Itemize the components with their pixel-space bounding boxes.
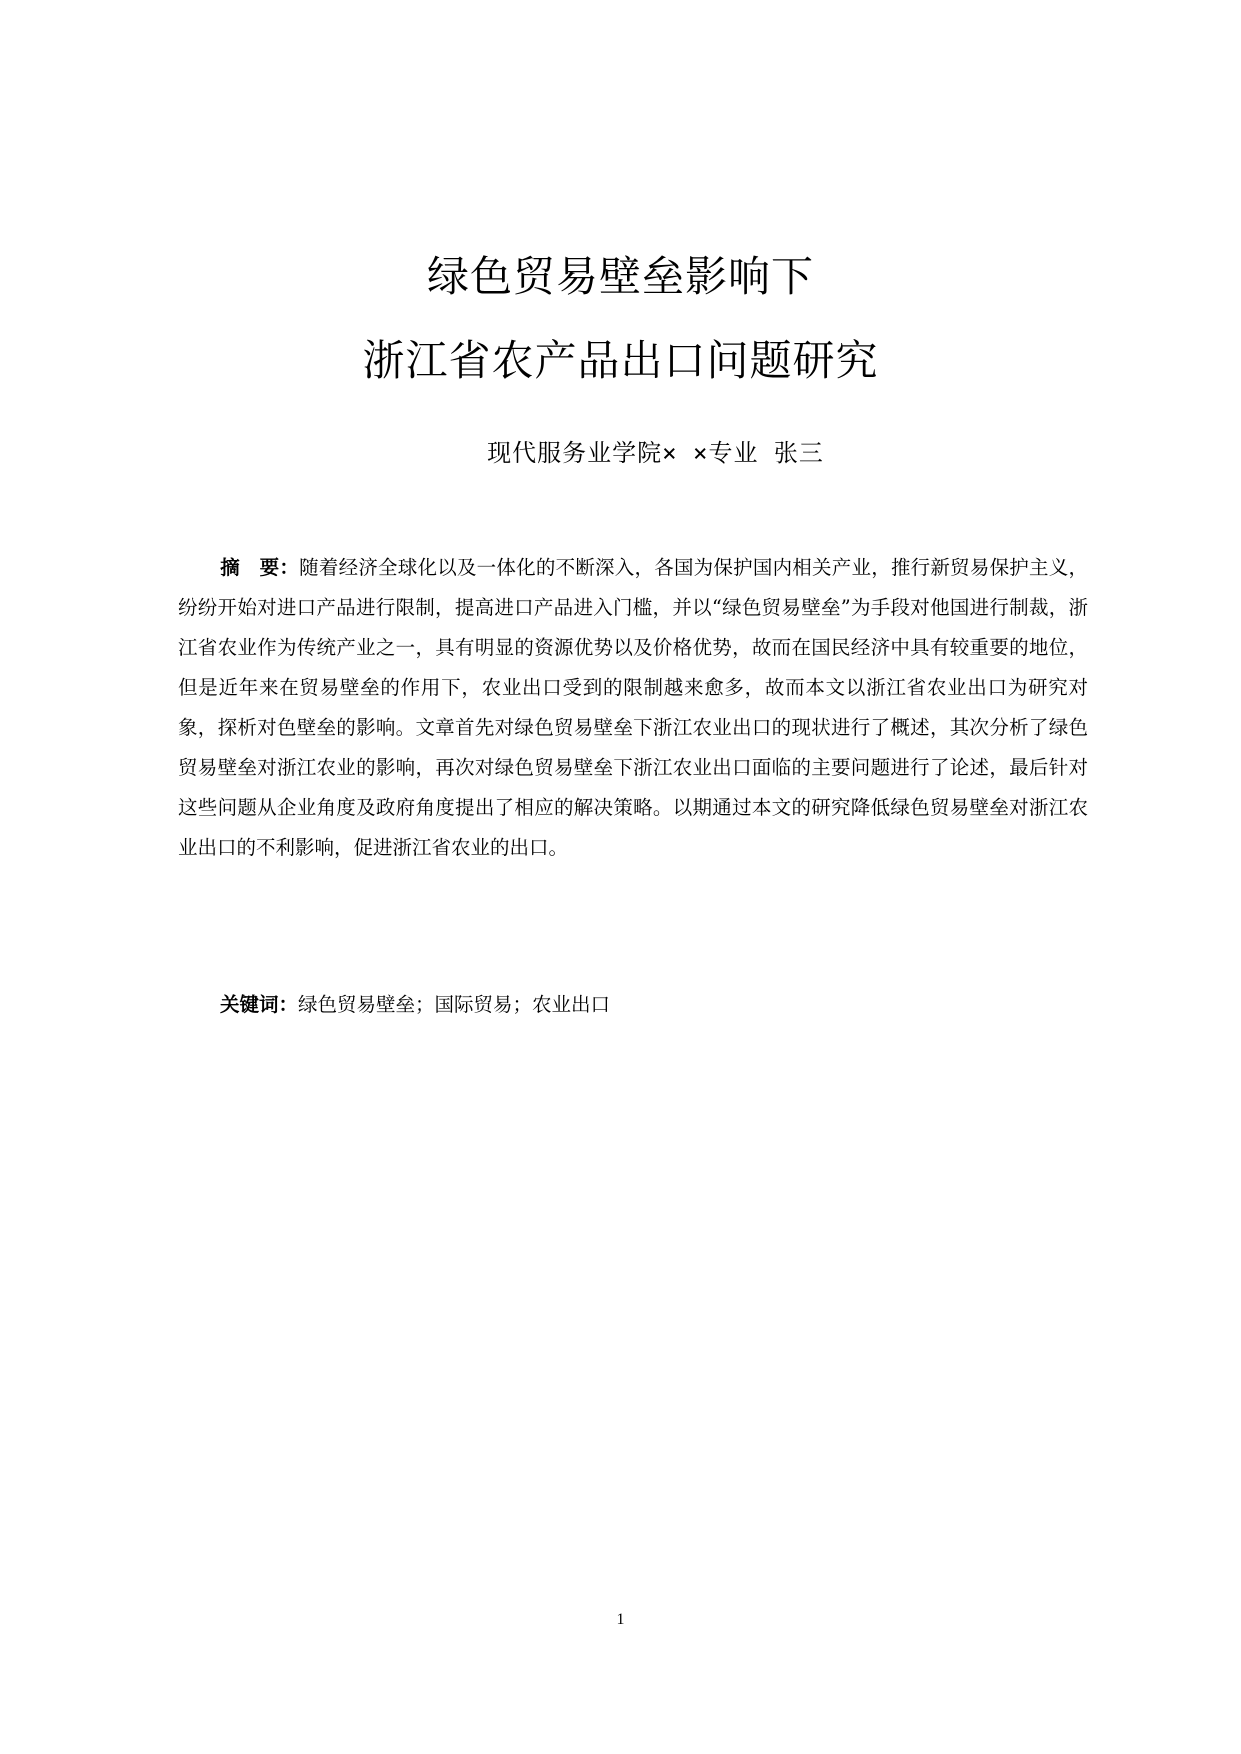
abstract-text: 随着经济全球化以及一体化的不断深入，各国为保护国内相关产业，推行新贸易保护主义，纷纷开始对进口产品进行限制，提高进口产品进入门槛，并以“绿色贸易壁垒”为手段对他国进行制裁，浙江省农业作为传统产业之一，具有明显的资源优势以及价格优势，故而在国民经济中具有较重要的地位，但是近年来在贸易壁垒的作用下，农业出口受到的限制越来愈多，故而本文以浙江省农业出口为研究对象，探析对色壁垒的影响。文章首先对绿色贸易壁垒下浙江农业出口的现状进行了概述，其次分析了绿色贸易壁垒对浙江农业的影响，再次对绿色贸易壁垒下浙江农业出口面临的主要问题进行了论述，最后针对这些问题从企业角度及政府角度提出了相应的解决策略。以期通过本文的研究降低绿色贸易壁垒对浙江农业出口的不利影响，促进浙江省农业的出口。: [178, 556, 1088, 859]
page-number: 1: [616, 1611, 625, 1628]
author-byline: 现代服务业学院× ×专业 张三: [487, 439, 824, 467]
keywords-text: 绿色贸易壁垒；国际贸易；农业出口: [298, 993, 611, 1016]
title-line-1: 绿色贸易壁垒影响下: [426, 252, 814, 301]
paper-title: [0, 248, 1241, 390]
title-line-2: 浙江省农产品出口问题研究: [362, 336, 879, 385]
keywords-label: 关键词：: [220, 993, 299, 1016]
abstract-label: 摘 要：: [220, 556, 300, 579]
abstract-paragraph: [178, 548, 1088, 868]
keywords-paragraph: [178, 985, 1088, 1025]
